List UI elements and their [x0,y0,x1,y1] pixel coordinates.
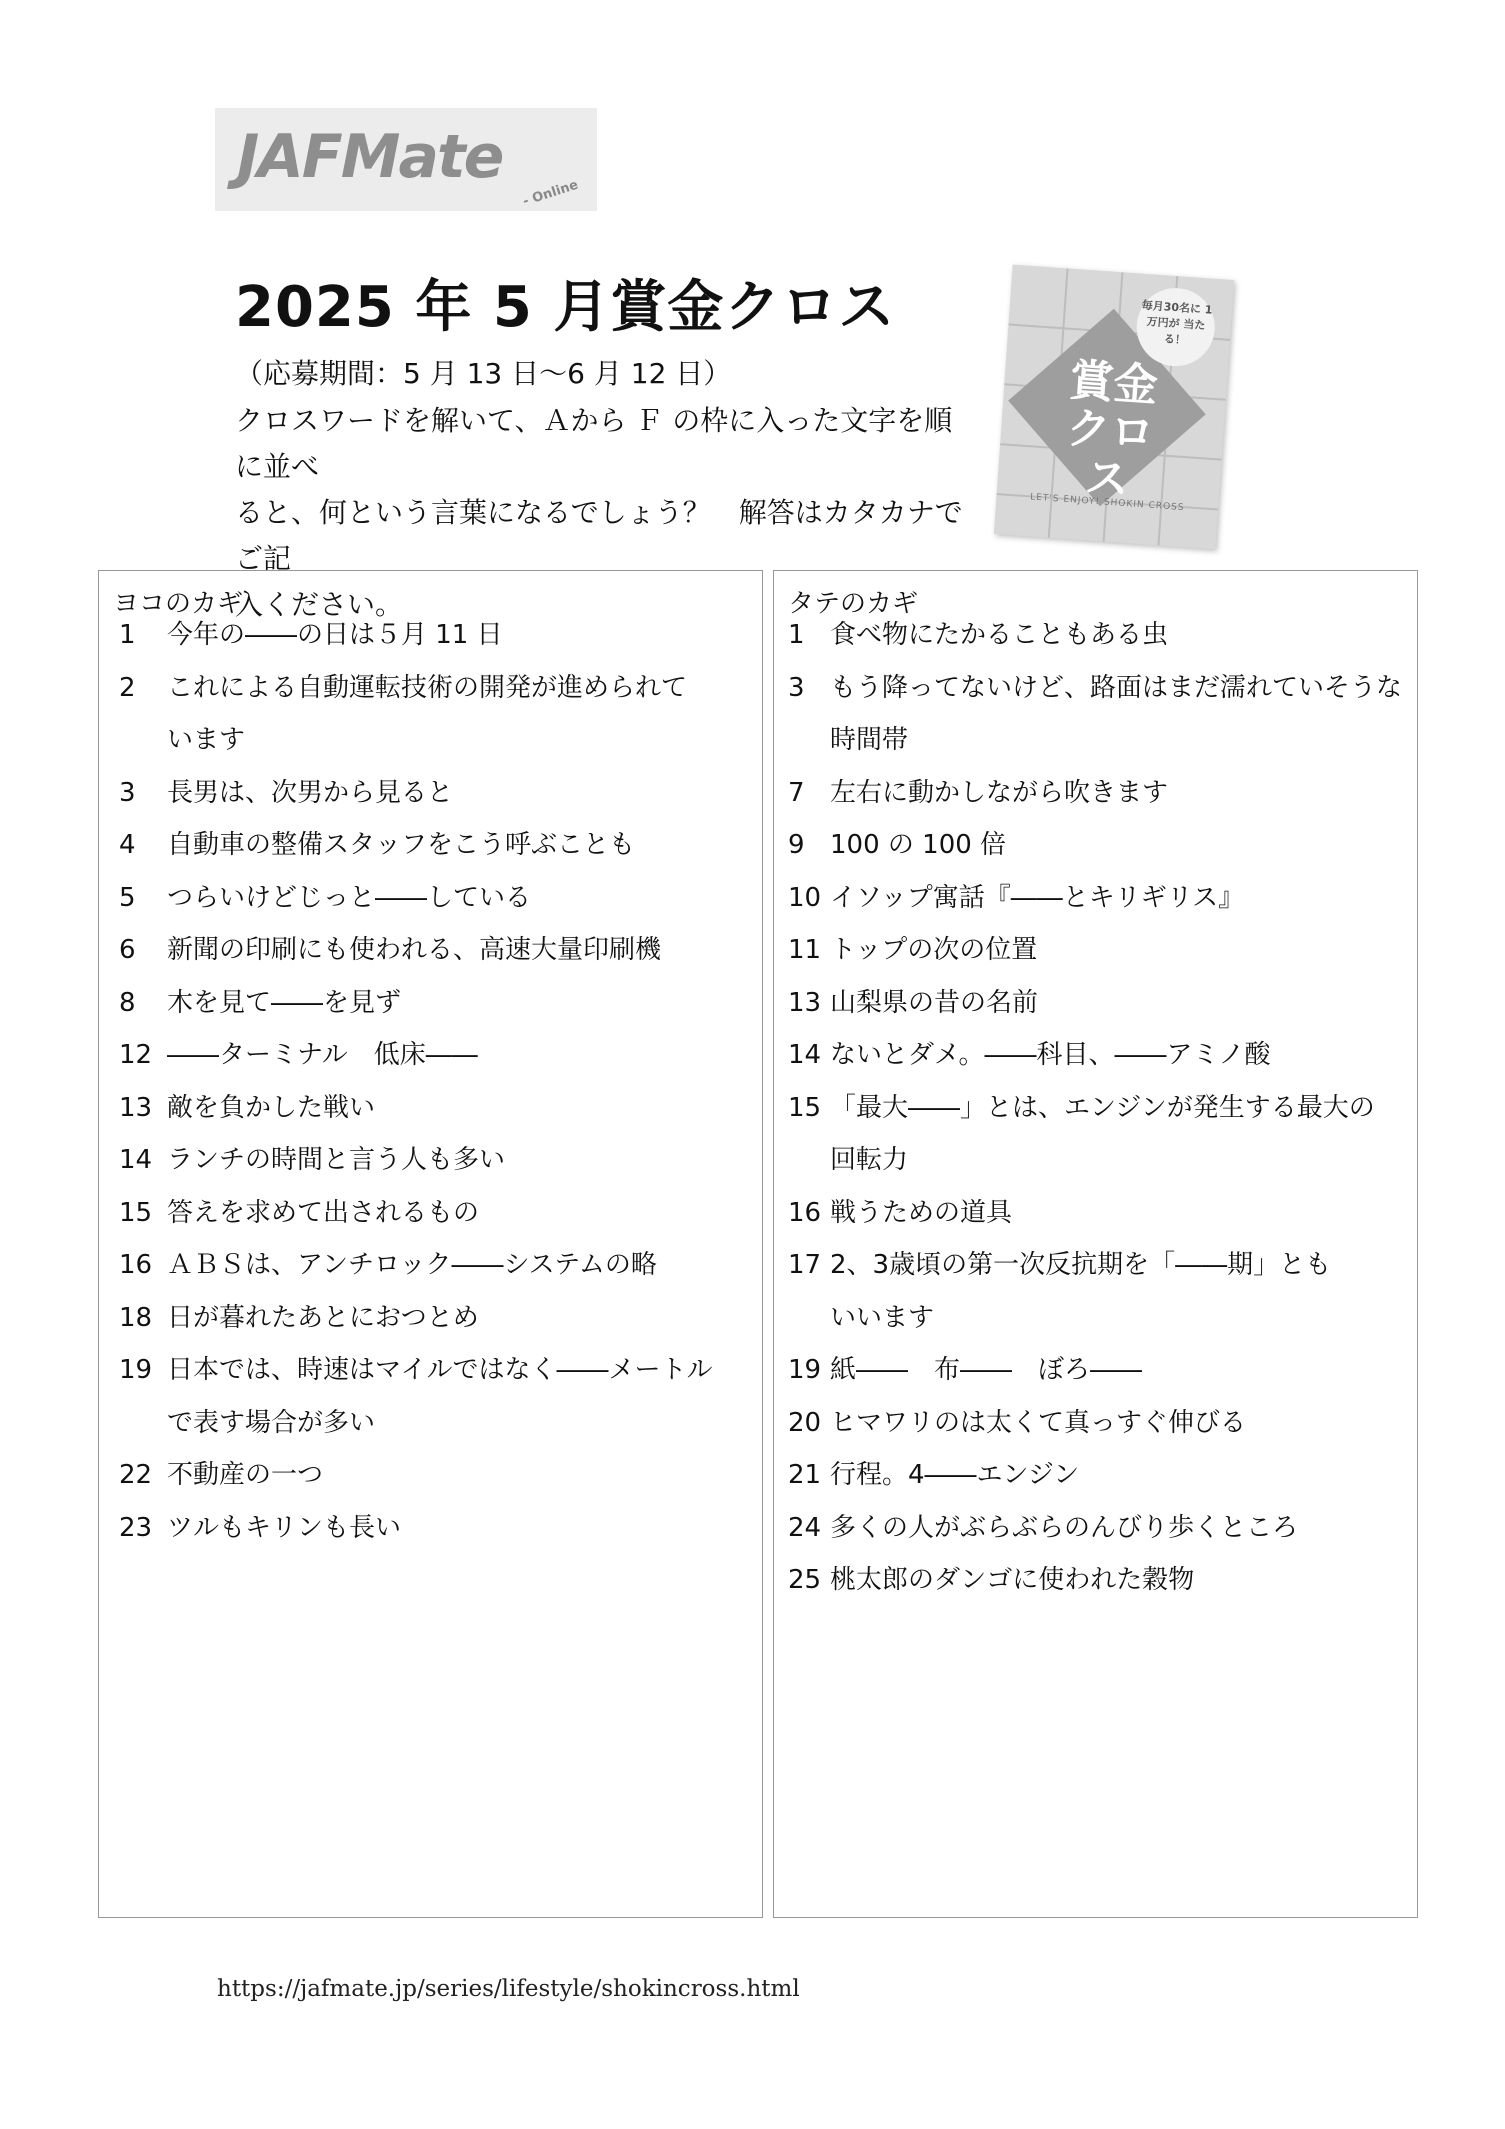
clue-text: 不動産の一つ [167,1460,324,1490]
clue-text: 時間帯 [830,725,909,755]
clue-number: 22 [119,1460,153,1490]
clue-number: 3 [788,672,805,703]
clue-text: 長男は、次男から見ると [167,777,454,808]
clue-text: 100 の 100 倍 [830,830,1007,860]
down-clues-panel [773,570,1418,1918]
logo-main-text: JAFMate [237,122,503,192]
clue-text: 新聞の印刷にも使われる、高速大量印刷機 [167,935,662,965]
clue-text: ＡＢＳは、アンチロック――システムの略 [167,1250,657,1280]
jafmate-logo [215,108,597,211]
clue-number: 24 [788,1512,822,1543]
clue-text: トップの次の位置 [830,935,1038,965]
page-title: 2025 年 5 月賞金クロス [235,275,896,340]
clue-text: 回転力 [830,1145,909,1175]
clue-number: 16 [119,1250,153,1280]
clue-text: 今年の――の日は５月 11 日 [167,620,503,650]
clue-number: 11 [788,935,822,965]
clue-number: 25 [788,1565,822,1595]
cover-title-top: 賞金 [1067,354,1160,412]
clue-number: 2 [119,672,136,703]
footer-url: https://jafmate.jp/series/lifestyle/shokincross.html [217,1976,800,2002]
clue-text: 2、3歳頃の第一次反抗期を「――期」とも [830,1250,1332,1280]
clue-text: います [167,725,246,755]
clue-number: 12 [119,1040,153,1070]
clue-number: 3 [119,777,136,808]
clue-text: 戦うための道具 [830,1197,1013,1228]
clue-text: 山梨県の昔の名前 [830,987,1039,1018]
clue-number: 19 [119,1355,153,1385]
clue-text: 敵を負かした戦い [167,1092,376,1123]
clue-number: 15 [119,1197,153,1228]
clue-number: 1 [119,620,136,650]
clue-number: 18 [119,1302,153,1333]
clue-number: 15 [788,1092,822,1123]
logo-sub-text: - Online [520,177,580,210]
clue-text: 多くの人がぶらぶらのんびり歩くところ [830,1512,1299,1543]
clue-number: 8 [119,987,136,1018]
clue-text: ――ターミナル 低床―― [167,1040,478,1070]
cover-subtitle: LET'S ENJOY! SHOKIN CROSS [1029,492,1185,514]
down-heading: タテのカギ [788,589,919,619]
clue-number: 13 [119,1092,153,1123]
clue-number: 14 [119,1145,153,1175]
clue-number: 16 [788,1197,822,1228]
clue-text: ヒマワリのは太くて真っすぐ伸びる [830,1407,1247,1438]
clue-text: 食べ物にたかることもある虫 [830,620,1169,650]
intro-line: クロスワードを解いて、Ａから Ｆ の枠に入った文字を順に並べ [235,404,953,483]
clue-text: ランチの時間と言う人も多い [167,1145,506,1175]
across-clues-panel [98,570,763,1918]
clue-text: 日本では、時速はマイルではなく――メートル [167,1355,713,1385]
clue-text: で表す場合が多い [167,1407,376,1438]
clue-text: 自動車の整備スタッフをこう呼ぶことも [167,830,636,860]
clue-number: 20 [788,1407,822,1438]
clue-number: 7 [788,777,805,808]
clue-text: 紙―― 布―― ぼろ―― [830,1355,1143,1385]
magazine-cover-image [994,265,1234,550]
clue-number: 9 [788,830,805,860]
clue-number: 21 [788,1460,822,1490]
clue-number: 1 [788,620,805,650]
intro-line: 入ください。 [235,588,404,621]
clue-text: 日が暮れたあとにおつとめ [167,1302,479,1333]
clue-number: 19 [788,1355,822,1385]
across-heading: ヨコのカギ [113,589,244,619]
entry-period: （応募期間：5 月 13 日～6 月 12 日） [235,357,732,390]
clue-number: 10 [788,882,822,913]
clue-text: 答えを求めて出されるもの [167,1197,480,1228]
clue-text: 桃太郎のダンゴに使われた穀物 [830,1565,1195,1595]
cover-title [1040,355,1180,508]
clue-number: 5 [119,882,136,913]
cover-badge: 毎月30名に 1万円が 当たる！ [1134,285,1217,368]
clue-text: イソップ寓話『――とキリギリス』 [830,882,1245,913]
intro-line: ると、何という言葉になるでしょう？ 解答はカタカナでご記 [235,496,963,575]
clue-text: ないとダメ。――科目、――アミノ酸 [830,1040,1271,1070]
clue-number: 14 [788,1040,822,1070]
clue-text: これによる自動運転技術の開発が進められて [167,672,688,703]
clue-number: 4 [119,830,136,860]
clue-text: 行程。4――エンジン [830,1460,1080,1490]
clue-number: 6 [119,935,136,965]
clue-text: いいます [830,1302,935,1333]
clue-text: つらいけどじっと――している [167,882,532,913]
clue-number: 13 [788,987,822,1018]
clue-number: 17 [788,1250,822,1280]
clue-text: 「最大――」とは、エンジンが発生する最大の [830,1092,1375,1123]
clue-text: 木を見て――を見ず [167,987,402,1018]
clue-number: 23 [119,1512,153,1543]
clue-text: 左右に動かしながら吹きます [830,777,1169,808]
cover-title-bottom: クロス [1064,402,1156,507]
clue-text: もう降ってないけど、路面はまだ濡れていそうな [830,672,1403,703]
clue-text: ツルもキリンも長い [167,1512,402,1543]
